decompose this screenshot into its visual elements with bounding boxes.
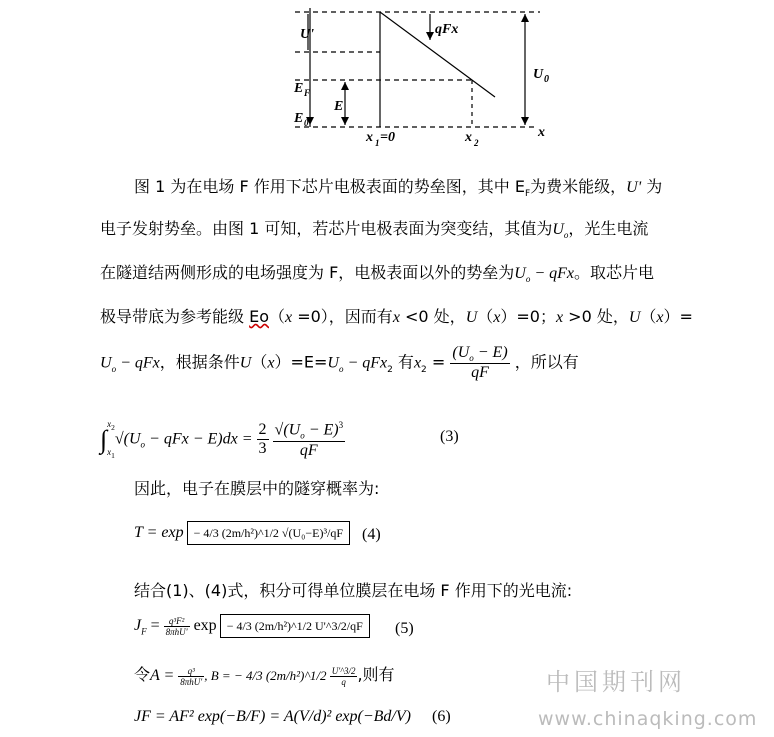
svg-text:0: 0 bbox=[544, 74, 549, 85]
svg-text:1: 1 bbox=[375, 138, 380, 148]
label-e: E bbox=[334, 99, 344, 114]
text-photocurrent: 结合(1)、(4)式，积分可得单位膜层在电场 F 作用下的光电流: bbox=[134, 581, 573, 600]
label-u-prime: U' bbox=[300, 27, 314, 42]
eq3-number: (3) bbox=[440, 428, 459, 445]
label-x: x bbox=[538, 125, 545, 140]
equation-6: JF = AF² exp(−B/F) = A(V/d)² exp(−Bd/V) bbox=[134, 708, 411, 725]
label-qfx: qFx bbox=[435, 22, 459, 37]
label-x2: x bbox=[465, 130, 472, 145]
para1-line5: $U_o$ − qFx，根据条件$U(x)=E=U_o - qFx_2$ 有$x_2$ = $\frac{(U_o - E)}{qF}$ ，所以有 bbox=[100, 344, 579, 382]
label-x1: x bbox=[366, 130, 373, 145]
equation-ab: 令A = $\frac{\text{q³}}{\text{8πhU'}}$ , B = − 4/3 (2m/h²)^1/2 $\frac{U'\^{}3/2}{q}$ ,则有 bbox=[134, 665, 395, 687]
svg-text:2: 2 bbox=[474, 138, 479, 148]
svg-text:F: F bbox=[304, 88, 311, 98]
para1-line2: 电子发射势垒。由图 1 可知，若芯片电极表面为突变结，其值为$U_o$，光生电流 bbox=[100, 219, 649, 241]
equation-4: T = exp − 4/3 (2m/h²)^1/2 √(U₀−E)³/qF bbox=[134, 524, 350, 542]
watermark-url: www.chinaqking.com bbox=[538, 708, 758, 730]
para1-line4: 极导带底为参考能级 Eo（x =0），因而有x <0 处，U（x）=0；x >0 处，U（x）= bbox=[100, 307, 693, 326]
para1-line1: 图 1 为在电场 F 作用下芯片电极表面的势垒图，其中 $E_F$为费米能级，U' 为 bbox=[134, 177, 663, 200]
label-e0: E bbox=[294, 111, 304, 126]
label-ef: E bbox=[294, 81, 304, 96]
text-tunneling: 因此，电子在膜层中的隧穿概率为: bbox=[134, 479, 380, 498]
potential-barrier-diagram bbox=[290, 0, 560, 150]
para1-line3: 在隧道结两侧形成的电场强度为 F，电极表面以外的势垒为$U_o$ − qFx。取芯片电 bbox=[100, 263, 655, 285]
eq4-number: (4) bbox=[362, 526, 381, 543]
watermark-cn: 中国期刊网 bbox=[546, 668, 686, 696]
equation-3: $\int x_2$ $x_1√(U_o$ − qFx − E)dx = $\frac{2}{3}$ $\frac{√(U_o - E)^3}{qF}$ bbox=[100, 419, 344, 460]
eq5-number: (5) bbox=[395, 620, 414, 637]
x2-fraction: $\frac{(U_o - E)}{qF}$ bbox=[452, 344, 508, 382]
eq6-number: (6) bbox=[432, 708, 451, 725]
equation-5: $J_F$ = $\frac{\text{q³F²}}{\text{8πhU'}}$ exp − 4/3 (2m/h²)^1/2 U'^3/2/qF bbox=[134, 616, 370, 637]
label-u0: U bbox=[533, 67, 544, 82]
svg-text:=0: =0 bbox=[380, 130, 395, 145]
svg-text:0: 0 bbox=[304, 118, 309, 128]
